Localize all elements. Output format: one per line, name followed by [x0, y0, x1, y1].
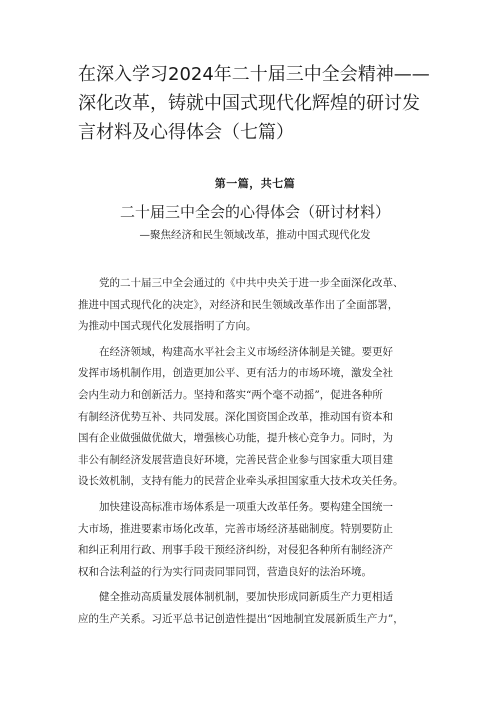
- paragraph-line: 非公有制经济发展营造良好环境，完善民营企业参与国家重大项目建: [78, 453, 393, 466]
- paragraph-line: 党的二十届三中全会通过的《中共中央关于进一步全面深化改革、: [99, 277, 404, 289]
- document-title-line: 在深入学习2024年二十届三中全会精神——: [78, 64, 430, 85]
- paragraph-line: 为推动中国式现代化发展指明了方向。: [78, 320, 257, 333]
- document-title-line: 深化改革，铸就中国式现代化辉煌的研讨发: [78, 93, 420, 114]
- article-title: 二十届三中全会的心得体会（研讨材料）: [119, 203, 390, 221]
- document-title-line: 言材料及心得体会（七篇）: [78, 122, 294, 143]
- paragraph: [78, 342, 432, 493]
- paragraph: [78, 497, 432, 583]
- paragraph-line: 发挥市场机制作用，创造更加公平、更有活力的市场环境，激发全社: [78, 367, 393, 380]
- paragraph-line: 和纠正利用行政、刑事手段干预经济纠纷，对侵犯各种所有制经济产: [78, 544, 393, 557]
- paragraph-line: 国有企业做强做优做大，增强核心功能，提升核心竞争力。同时，为: [78, 432, 393, 445]
- paragraph-line: 设长效机制，支持有能力的民营企业牵头承担国家重大技术攻关任务。: [78, 475, 404, 488]
- paragraph: [78, 273, 432, 338]
- paragraph: [78, 587, 432, 630]
- paragraph-line: 推进中国式现代化的决定》，对经济和民生领域改革作出了全面部署，: [78, 298, 399, 311]
- paragraph-line: 加快建设高标准市场体系是一项重大改革任务。要构建全国统一: [99, 500, 393, 513]
- paragraph-line: 在经济领域，构建高水平社会主义市场经济体制是关键。要更好: [99, 345, 393, 358]
- paragraph-line: 健全推动高质量发展体制机制，要加快形成同新质生产力更相适: [99, 591, 393, 604]
- paragraph-line: 应的生产关系。习近平总书记创造性提出“因地制宜发展新质生产力”，: [78, 612, 404, 625]
- paragraph-line: 会内生动力和创新活力。坚持和落实“两个毫不动摇”，促进各种所: [78, 388, 383, 401]
- paragraph-line: 有制经济优势互补、共同发展。深化国资国企改革，推动国有资本和: [78, 410, 393, 423]
- paragraph-line: 大市场，推进要素市场化改革，完善市场经济基础制度。特别要防止: [78, 522, 393, 535]
- document-title: [78, 60, 432, 147]
- section-label: 第一篇，共七篇: [214, 177, 296, 190]
- paragraph-line: 权和合法利益的行为实行同责同罪同罚，营造良好的法治环境。: [78, 565, 372, 578]
- article-subtitle: —聚焦经济和民生领域改革，推动中国式现代化发: [139, 229, 371, 241]
